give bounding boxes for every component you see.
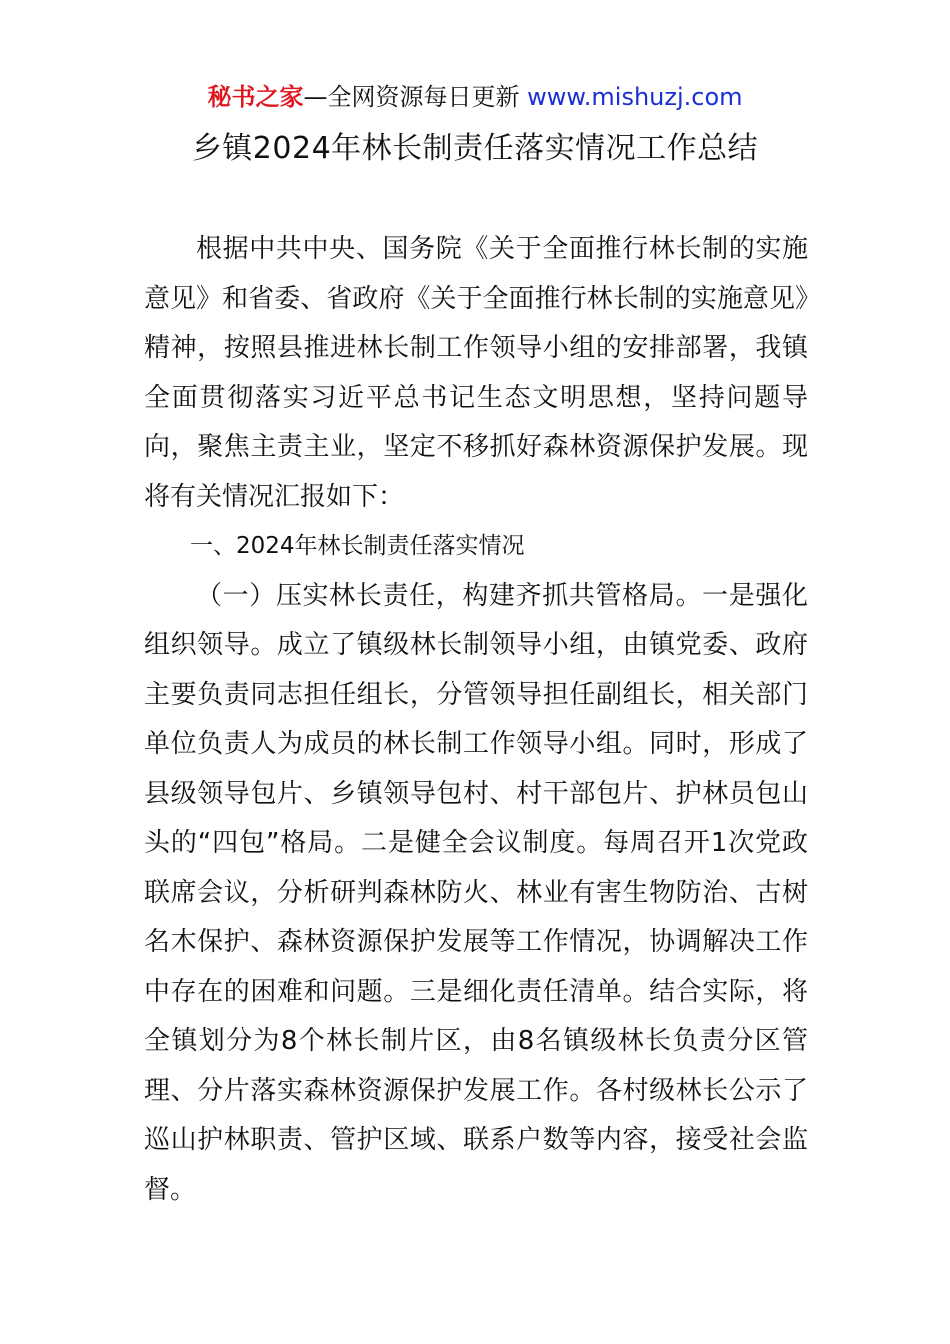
header-tagline: —全网资源每日更新 (303, 83, 520, 111)
document-title: 乡镇2024年林长制责任落实情况工作总结 (191, 131, 759, 166)
site-header (0, 80, 950, 114)
section-heading: 一、2024年林长制责任落实情况 (190, 533, 525, 559)
brand-name: 秘书之家 (207, 83, 304, 111)
intro-paragraph: 根据中共中央、国务院《关于全面推行林长制的实施意见》和省委、省政府《关于全面推行林长制的实施意见》精神，按照县推进林长制工作领导小组的安排部署，我镇全面贯彻落实习近平总书记生态文明思想，坚持问题导向，聚焦主责主业，坚定不移抓好森林资源保护发展。现将有关情况汇报如下： (144, 234, 808, 512)
document-body (144, 225, 808, 1215)
site-url-link[interactable]: www.mishuzj.com (527, 83, 743, 111)
section-paragraph: （一）压实林长责任，构建齐抓共管格局。一是强化组织领导。成立了镇级林长制领导小组，由镇党委、政府主要负责同志担任组长，分管领导担任副组长，相关部门单位负责人为成员的林长制工作领导小组。同时，形成了县级领导包片、乡镇领导包村、村干部包片、护林员包山头的“四包”格局。二是健全会议制度。每周召开1次党政联席会议，分析研判森林防火、林业有害生物防治、古树名木保护、森林资源保护发展等工作情况，协调解决工作中存在的困难和问题。三是细化责任清单。结合实际，将全镇划分为8个林长制片区，由8名镇级林长负责分区管理、分片落实森林资源保护发展工作。各村级林长公示了巡山护林职责、管护区域、联系户数等内容，接受社会监督。 (144, 580, 808, 1205)
